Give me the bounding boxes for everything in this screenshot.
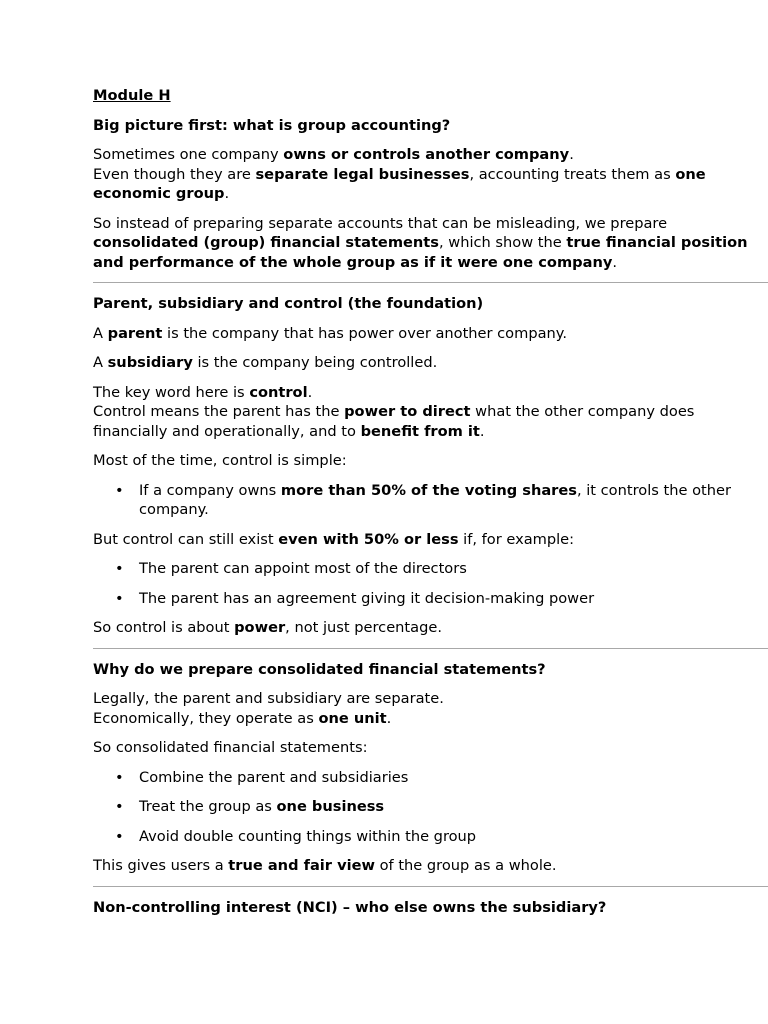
paragraph — [93, 324, 768, 344]
text: . — [386, 709, 392, 727]
text: A — [93, 324, 108, 342]
bold-text: control — [249, 383, 308, 401]
section-heading-why-consolidate: Why do we prepare consolidated financial statements? — [93, 660, 546, 678]
text: of the group as a whole. — [374, 857, 557, 874]
text: Treat the group as — [139, 798, 277, 815]
text: Combine the parent and subsidiaries — [139, 768, 409, 786]
bullet-icon: • — [115, 768, 124, 786]
text: , accounting treats them as — [469, 165, 676, 183]
bold-text: more than 50% of the voting shares — [280, 481, 577, 499]
text: if, for example: — [458, 530, 575, 548]
document-page — [93, 86, 768, 927]
list-item — [115, 797, 768, 817]
text: . — [479, 422, 485, 440]
text: , it controls the other company. — [139, 481, 731, 518]
paragraph: Most of the time, control is simple: — [93, 452, 347, 469]
text: So instead of preparing separate accounts that can be misleading, we prepare — [93, 214, 668, 232]
paragraph — [93, 383, 768, 442]
text: Control means the parent has the — [93, 403, 345, 420]
paragraph — [93, 214, 768, 273]
text: Economically, they operate as — [93, 709, 319, 727]
text: The parent has an agreement giving it decision-making power — [139, 589, 595, 607]
text: . — [307, 383, 313, 401]
paragraph — [93, 856, 768, 876]
list-item — [115, 827, 768, 847]
paragraph — [93, 618, 768, 638]
text: A — [93, 354, 108, 371]
paragraph: So consolidated financial statements: — [93, 739, 368, 756]
section-divider — [93, 648, 768, 649]
bold-text: one economic group — [93, 165, 706, 202]
section-heading-parent-subsidiary: Parent, subsidiary and control (the foundation) — [93, 295, 484, 312]
section-heading-group-accounting: Big picture first: what is group accounting? — [93, 116, 451, 134]
module-title: Module H — [93, 87, 171, 104]
paragraph — [93, 530, 768, 550]
bold-text: subsidiary — [107, 354, 193, 371]
section-heading-nci: Non-controlling interest (NCI) – who else owns the subsidiary? — [93, 898, 607, 916]
bold-text: owns or controls another company — [283, 146, 570, 163]
text: This gives users a — [93, 857, 229, 874]
bullet-icon: • — [115, 589, 124, 607]
list-item — [115, 768, 768, 788]
text: The key word here is — [93, 383, 250, 401]
bullet-list — [93, 481, 768, 520]
text: Sometimes one company — [93, 146, 284, 163]
bold-text: consolidated (group) financial statements — [93, 234, 439, 251]
bold-text: one unit — [318, 709, 387, 727]
bold-text: power to direct — [344, 403, 471, 420]
list-item — [115, 589, 768, 609]
bold-text: power — [234, 619, 286, 636]
text: If a company owns — [139, 481, 281, 499]
text: The parent can appoint most of the directors — [139, 560, 467, 577]
text: Legally, the parent and subsidiary are separate. — [93, 690, 444, 707]
text: , not just percentage. — [285, 619, 442, 636]
paragraph — [93, 145, 768, 204]
text: . — [569, 146, 574, 163]
bullet-icon: • — [115, 481, 124, 499]
text: what the other company does financially and operationally, and to — [93, 403, 695, 440]
bullet-icon: • — [115, 560, 124, 577]
bold-text: true and fair view — [228, 857, 375, 874]
bullet-list — [93, 559, 768, 608]
text: So control is about — [93, 619, 235, 636]
bold-text: parent — [107, 324, 163, 342]
bullet-icon: • — [115, 798, 124, 815]
bold-text: one business — [276, 798, 385, 815]
bullet-icon: • — [115, 827, 124, 845]
text: Even though they are — [93, 165, 256, 183]
section-divider — [93, 282, 768, 283]
paragraph — [93, 689, 768, 728]
text: is the company being controlled. — [192, 354, 438, 371]
paragraph — [93, 353, 768, 373]
bold-text: separate legal businesses — [255, 165, 470, 183]
text: . — [224, 185, 230, 202]
section-divider — [93, 886, 768, 887]
text: Avoid double counting things within the group — [139, 827, 477, 845]
text: is the company that has power over another company. — [162, 324, 567, 342]
bold-text: benefit from it — [360, 422, 480, 440]
list-item — [115, 559, 768, 579]
bold-text: even with 50% or less — [278, 530, 459, 548]
text: . — [612, 253, 617, 271]
text: , which show the — [438, 234, 567, 251]
text: But control can still exist — [93, 530, 279, 548]
bold-text: true financial position and performance of the whole group as if it were one company — [93, 234, 748, 271]
list-item — [115, 481, 768, 520]
bullet-list — [93, 768, 768, 847]
